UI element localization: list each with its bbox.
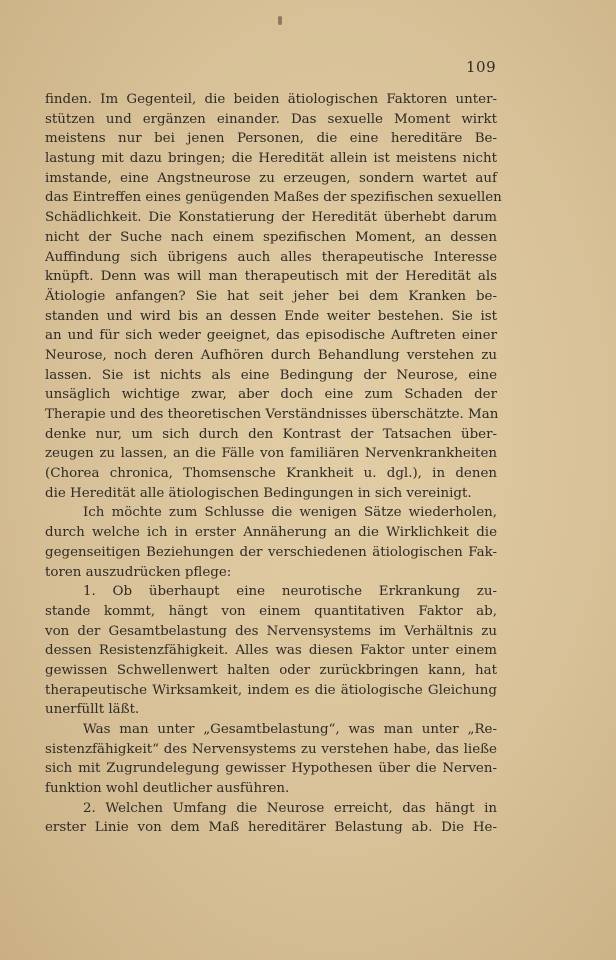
text-line: unsäglich wichtige zwar, aber doch eine zum Schaden der bbox=[45, 387, 497, 403]
text-line: die Heredität alle ätiologischen Bedingungen in sich vereinigt. bbox=[45, 485, 472, 501]
text-line: unerfüllt läßt. bbox=[45, 702, 140, 718]
text-line: Neurose, noch deren Aufhören durch Behandlung verstehen zu bbox=[45, 347, 497, 363]
text-line: Therapie und des theoretischen Verständnisses überschätzte. Man bbox=[45, 407, 499, 422]
text-line: stande kommt, hängt von einem quantitativen Faktor ab, bbox=[45, 603, 497, 619]
text-line: meistens nur bei jenen Personen, die eine hereditäre Be- bbox=[45, 131, 497, 147]
text-line: stützen und ergänzen einander. Das sexuelle Moment wirkt bbox=[45, 111, 497, 127]
text-line: lastung mit dazu bringen; die Heredität allein ist meistens nicht bbox=[45, 151, 497, 167]
text-line: toren auszudrücken pflege: bbox=[45, 564, 232, 580]
text-line: dessen Resistenzfähigkeit. Alles was diesen Faktor unter einem bbox=[45, 643, 497, 659]
text-line: sich mit Zugrundelegung gewisser Hypothesen über die Nerven- bbox=[45, 761, 497, 777]
text-line: Auffindung sich übrigens auch alles therapeutische Interesse bbox=[45, 249, 497, 265]
text-line: erster Linie von dem Maß hereditärer Belastung ab. Die He- bbox=[45, 820, 497, 836]
text-line: Ätiologie anfangen? Sie hat seit jeher bei dem Kranken be- bbox=[45, 288, 497, 304]
ink-smudge bbox=[278, 16, 282, 25]
text-line: Was man unter „Gesamtbelastung“, was man unter „Re- bbox=[83, 722, 497, 737]
page-number: 109 bbox=[466, 58, 497, 76]
text-line: 2. Welchen Umfang die Neurose erreicht, das hängt in bbox=[83, 800, 497, 816]
text-line: lassen. Sie ist nichts als eine Bedingung der Neurose, eine bbox=[45, 367, 497, 383]
text-line: therapeutische Wirksamkeit, indem es die ätiologische Gleichung bbox=[45, 682, 497, 698]
text-line: Schädlichkeit. Die Konstatierung der Heredität überhebt darum bbox=[45, 210, 497, 226]
text-line: gewissen Schwellenwert halten oder zurückbringen kann, hat bbox=[45, 662, 497, 678]
text-line: Ich möchte zum Schlusse die wenigen Sätze wiederholen, bbox=[83, 505, 497, 521]
text-line: finden. Im Gegenteil, die beiden ätiologischen Faktoren unter- bbox=[45, 92, 497, 107]
text-line: gegenseitigen Beziehungen der verschiedenen ätiologischen Fak- bbox=[45, 544, 497, 560]
text-line: 1. Ob überhaupt eine neurotische Erkrankung zu- bbox=[83, 584, 497, 600]
text-line: funktion wohl deutlicher ausführen. bbox=[45, 781, 290, 797]
text-line: das Eintreffen eines genügenden Maßes der spezifischen sexuellen bbox=[45, 190, 502, 206]
text-line: von der Gesamtbelastung des Nervensystems im Verhältnis zu bbox=[45, 623, 497, 639]
text-line: knüpft. Denn was will man therapeutisch mit der Heredität als bbox=[45, 269, 497, 285]
text-line: (Chorea chronica, Thomsensche Krankheit u. dgl.), in denen bbox=[45, 466, 497, 482]
text-line: an und für sich weder geeignet, das episodische Auftreten einer bbox=[45, 328, 497, 344]
text-line: standen und wird bis an dessen Ende weiter bestehen. Sie ist bbox=[45, 308, 497, 324]
text-line: nicht der Suche nach einem spezifischen Moment, an dessen bbox=[45, 229, 497, 245]
text-line: zeugen zu lassen, an die Fälle von familiären Nervenkrankheiten bbox=[45, 446, 497, 462]
body-text bbox=[45, 90, 502, 838]
text-line: denke nur, um sich durch den Kontrast der Tatsachen über- bbox=[45, 426, 497, 442]
text-line: sistenzfähigkeit“ des Nervensystems zu verstehen habe, das ließe bbox=[45, 741, 497, 757]
text-line: imstande, eine Angstneurose zu erzeugen, sondern wartet auf bbox=[45, 170, 497, 186]
text-line: durch welche ich in erster Annäherung an die Wirklichkeit die bbox=[45, 525, 497, 541]
